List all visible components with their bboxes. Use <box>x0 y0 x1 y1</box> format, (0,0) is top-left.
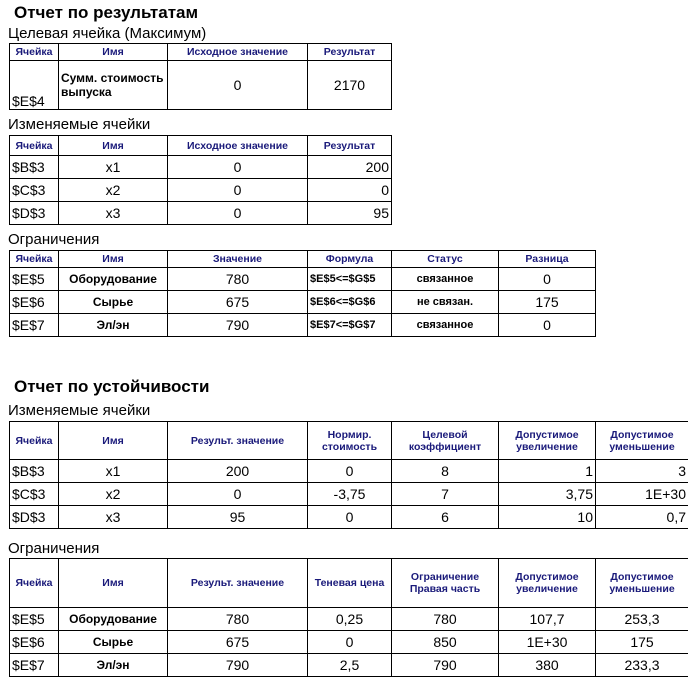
col-header: Теневая цена <box>308 559 392 608</box>
result-value: 0 <box>308 179 392 202</box>
result-value: 95 <box>308 202 392 225</box>
col-header: Формула <box>308 251 392 268</box>
allowable-decrease: 175 <box>596 631 688 654</box>
table-row <box>10 483 688 506</box>
col-header: Значение <box>168 251 308 268</box>
formula: $E$5<=$G$5 <box>308 268 392 291</box>
result-value: 790 <box>168 654 308 677</box>
status: не связан. <box>392 291 499 314</box>
allowable-decrease: 233,3 <box>596 654 688 677</box>
col-header: Статус <box>392 251 499 268</box>
result-value: 200 <box>168 460 308 483</box>
difference: 0 <box>499 314 596 337</box>
cell-name: x1 <box>59 460 168 483</box>
result-value: 0 <box>168 483 308 506</box>
reduced-cost: 0 <box>308 460 392 483</box>
cell-name: x2 <box>59 179 168 202</box>
cell-name: Сырье <box>59 631 168 654</box>
results-report-title: Отчет по результатам <box>14 3 199 22</box>
objective-coef: 8 <box>392 460 499 483</box>
cell-ref: $C$3 <box>10 483 59 506</box>
sensitivity-report-title: Отчет по устойчивости <box>14 377 210 396</box>
status: связанное <box>392 268 499 291</box>
target-cell-heading: Целевая ячейка (Максимум) <box>8 25 207 42</box>
col-header: Имя <box>59 251 168 268</box>
objective-coef: 7 <box>392 483 499 506</box>
col-header: Целевой коэффициент <box>392 422 499 460</box>
cell-name: x3 <box>59 202 168 225</box>
shadow-price: 2,5 <box>308 654 392 677</box>
constraint-rhs: 850 <box>392 631 499 654</box>
col-header: Допустимое уменьшение <box>596 422 688 460</box>
initial-value: 0 <box>168 179 308 202</box>
value: 675 <box>168 291 308 314</box>
col-header: Ячейка <box>10 422 59 460</box>
cell-ref: $E$7 <box>10 654 59 677</box>
table-row <box>10 61 392 110</box>
table-row <box>10 460 688 483</box>
initial-value: 0 <box>168 61 308 110</box>
col-header: Имя <box>59 44 168 61</box>
allowable-increase: 107,7 <box>499 608 596 631</box>
allowable-increase: 380 <box>499 654 596 677</box>
allowable-increase: 3,75 <box>499 483 596 506</box>
shadow-price: 0 <box>308 631 392 654</box>
col-header: Нормир. стоимость <box>308 422 392 460</box>
col-header: Ячейка <box>10 559 59 608</box>
col-header: Ячейка <box>10 136 59 156</box>
col-header: Ограничение Правая часть <box>392 559 499 608</box>
sens-changing-heading: Изменяемые ячейки <box>8 402 151 419</box>
cell-ref: $E$7 <box>10 314 59 337</box>
status: связанное <box>392 314 499 337</box>
col-header: Ячейка <box>10 251 59 268</box>
cell-name: Сырье <box>59 291 168 314</box>
cell-name: Эл/эн <box>59 654 168 677</box>
col-header: Исходное значение <box>168 136 308 156</box>
allowable-decrease: 253,3 <box>596 608 688 631</box>
col-header: Допустимое увеличение <box>499 559 596 608</box>
table-row <box>10 268 596 291</box>
table-row <box>10 654 688 677</box>
cell-name: Оборудование <box>59 268 168 291</box>
target-cell-table <box>9 43 392 110</box>
col-header: Имя <box>59 422 168 460</box>
col-header: Разница <box>499 251 596 268</box>
changing-cells-heading: Изменяемые ячейки <box>8 116 151 133</box>
result-value: 675 <box>168 631 308 654</box>
col-header: Допустимое уменьшение <box>596 559 688 608</box>
table-row <box>10 631 688 654</box>
cell-ref: $D$3 <box>10 506 59 529</box>
col-header: Имя <box>59 559 168 608</box>
value: 790 <box>168 314 308 337</box>
formula: $E$7<=$G$7 <box>308 314 392 337</box>
col-header: Результат <box>308 44 392 61</box>
col-header: Исходное значение <box>168 44 308 61</box>
allowable-increase: 1E+30 <box>499 631 596 654</box>
cell-ref: $B$3 <box>10 460 59 483</box>
difference: 0 <box>499 268 596 291</box>
cell-ref: $E$4 <box>10 61 59 110</box>
constraint-rhs: 790 <box>392 654 499 677</box>
col-header: Допустимое увеличение <box>499 422 596 460</box>
changing-cells-table <box>9 135 392 225</box>
col-header: Результ. значение <box>168 422 308 460</box>
table-row <box>10 156 392 179</box>
allowable-increase: 10 <box>499 506 596 529</box>
sens-constraints-heading: Ограничения <box>8 540 100 557</box>
allowable-increase: 1 <box>499 460 596 483</box>
constraint-rhs: 780 <box>392 608 499 631</box>
table-row <box>10 314 596 337</box>
value: 780 <box>168 268 308 291</box>
allowable-decrease: 0,7 <box>596 506 688 529</box>
col-header: Ячейка <box>10 44 59 61</box>
allowable-decrease: 1E+30 <box>596 483 688 506</box>
constraints-heading: Ограничения <box>8 231 100 248</box>
table-row <box>10 608 688 631</box>
difference: 175 <box>499 291 596 314</box>
reduced-cost: -3,75 <box>308 483 392 506</box>
constraints-table <box>9 250 596 337</box>
table-row <box>10 202 392 225</box>
initial-value: 0 <box>168 156 308 179</box>
initial-value: 0 <box>168 202 308 225</box>
result-value: 2170 <box>308 61 392 110</box>
result-value: 200 <box>308 156 392 179</box>
allowable-decrease: 3 <box>596 460 688 483</box>
cell-name: Эл/эн <box>59 314 168 337</box>
col-header: Результат <box>308 136 392 156</box>
cell-ref: $C$3 <box>10 179 59 202</box>
cell-name: x3 <box>59 506 168 529</box>
shadow-price: 0,25 <box>308 608 392 631</box>
sens-changing-table <box>9 421 688 529</box>
reduced-cost: 0 <box>308 506 392 529</box>
cell-ref: $B$3 <box>10 156 59 179</box>
result-value: 95 <box>168 506 308 529</box>
col-header: Имя <box>59 136 168 156</box>
cell-name: x1 <box>59 156 168 179</box>
cell-ref: $E$5 <box>10 608 59 631</box>
objective-coef: 6 <box>392 506 499 529</box>
table-row <box>10 506 688 529</box>
cell-name: Сумм. стоимость выпуска <box>59 61 168 110</box>
cell-name: Оборудование <box>59 608 168 631</box>
cell-name: x2 <box>59 483 168 506</box>
cell-ref: $D$3 <box>10 202 59 225</box>
table-row <box>10 291 596 314</box>
cell-ref: $E$5 <box>10 268 59 291</box>
formula: $E$6<=$G$6 <box>308 291 392 314</box>
cell-ref: $E$6 <box>10 291 59 314</box>
table-row <box>10 179 392 202</box>
col-header: Результ. значение <box>168 559 308 608</box>
cell-ref: $E$6 <box>10 631 59 654</box>
sens-constraints-table <box>9 558 688 677</box>
result-value: 780 <box>168 608 308 631</box>
